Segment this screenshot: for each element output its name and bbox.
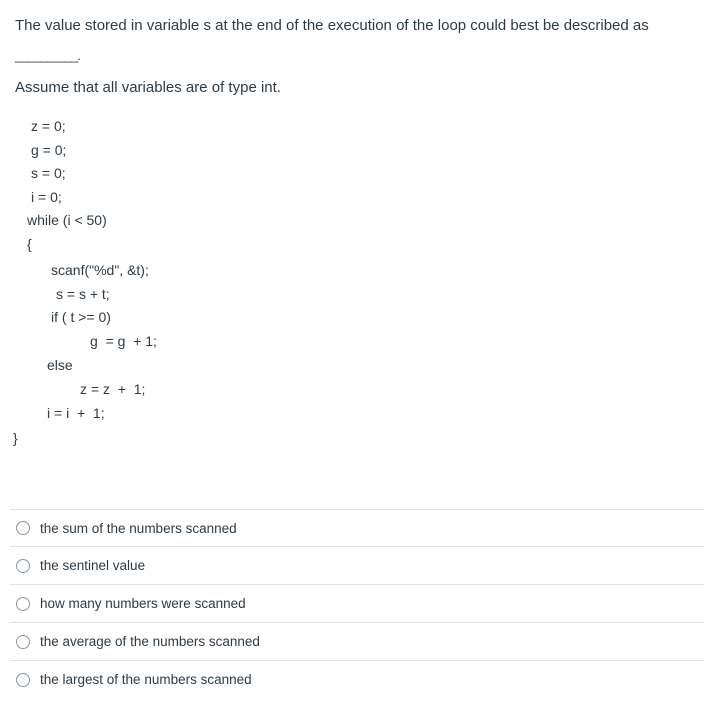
answer-option[interactable] bbox=[10, 622, 704, 660]
code-line: s = s + t; bbox=[56, 286, 110, 302]
assumption-text: Assume that all variables are of type int. bbox=[15, 79, 281, 96]
answer-label[interactable]: the largest of the numbers scanned bbox=[40, 672, 252, 687]
radio-button[interactable] bbox=[16, 597, 30, 611]
code-line: scanf("%d", &t); bbox=[51, 262, 149, 278]
question-blank: __________. bbox=[15, 48, 80, 63]
code-line: i = 0; bbox=[31, 189, 62, 205]
answer-label[interactable]: the average of the numbers scanned bbox=[40, 634, 260, 649]
answer-list bbox=[10, 509, 704, 698]
answer-label[interactable]: the sentinel value bbox=[40, 558, 146, 573]
code-line: while (i < 50) bbox=[27, 212, 107, 228]
answer-option[interactable] bbox=[10, 546, 704, 584]
code-line: } bbox=[13, 430, 18, 446]
radio-button[interactable] bbox=[16, 673, 30, 687]
radio-button[interactable] bbox=[16, 521, 30, 535]
code-line: g = g + 1; bbox=[90, 333, 157, 349]
answer-option[interactable] bbox=[10, 509, 704, 546]
answer-option[interactable] bbox=[10, 660, 704, 698]
code-line: z = 0; bbox=[31, 118, 66, 134]
radio-button[interactable] bbox=[16, 635, 30, 649]
code-line: i = i + 1; bbox=[47, 405, 105, 421]
code-line: s = 0; bbox=[31, 165, 66, 181]
code-line: { bbox=[27, 236, 32, 252]
question-text: The value stored in variable s at the end of the execution of the loop could best be described as bbox=[15, 17, 649, 34]
radio-button[interactable] bbox=[16, 559, 30, 573]
code-line: if ( t >= 0) bbox=[51, 309, 111, 325]
code-line: z = z + 1; bbox=[80, 381, 146, 397]
code-line: else bbox=[47, 357, 73, 373]
code-line: g = 0; bbox=[31, 142, 67, 158]
answer-label[interactable]: the sum of the numbers scanned bbox=[40, 520, 237, 536]
answer-label[interactable]: how many numbers were scanned bbox=[40, 596, 246, 611]
answer-option[interactable] bbox=[10, 584, 704, 622]
